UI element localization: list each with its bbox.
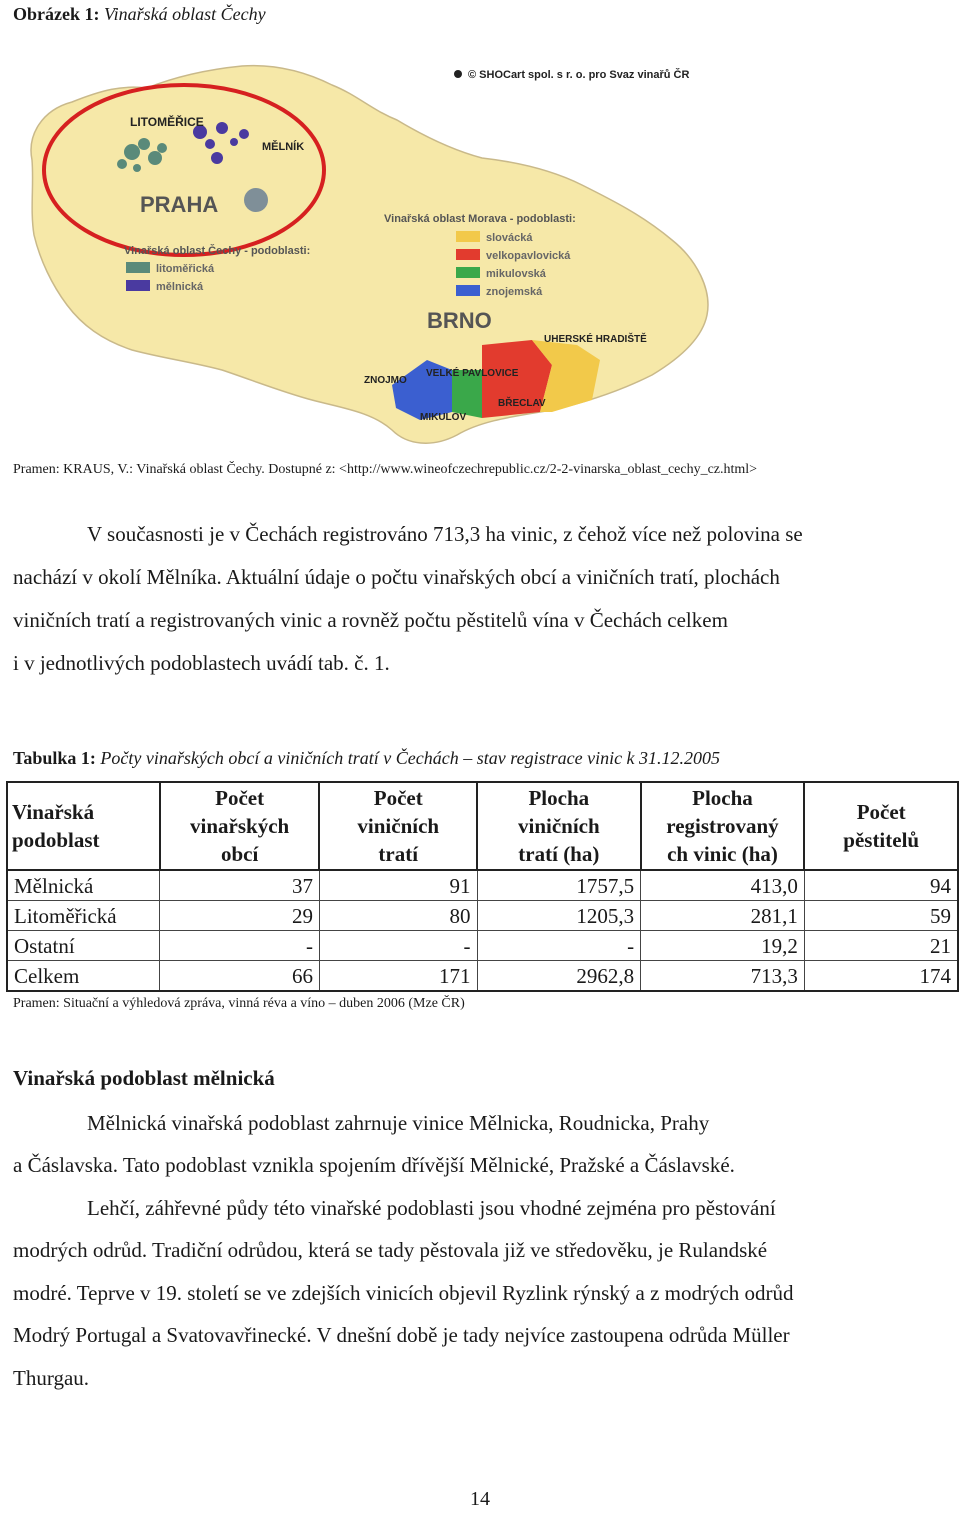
table-cell: 59 [804, 901, 958, 931]
table-row [7, 870, 958, 901]
table-cell: Litoměřická [7, 901, 160, 931]
map-copyright: © SHOCart spol. s r. o. pro Svaz vinařů ČR [468, 69, 690, 81]
table-caption: Počty vinařských obcí a viničních tratí v Čechách – stav registrace vinic k 31.12.2005 [100, 748, 721, 768]
section-p2-line-2: modrých odrůd. Tradiční odrůdou, která se tady pěstovala již ve středověku, je Rulandské [13, 1238, 768, 1262]
table-header-row [7, 782, 958, 870]
figure-title [13, 4, 266, 25]
table-cell: 2962,8 [477, 961, 641, 992]
legend-swatch [456, 267, 480, 278]
section-title: Vinařská podoblast mělnická [13, 1066, 275, 1090]
legend-item: litoměřická [156, 263, 215, 275]
table-row [7, 931, 958, 961]
table-row [7, 961, 958, 992]
legend-item: znojemská [486, 286, 543, 298]
table-cell: 174 [804, 961, 958, 992]
city-label: PRAHA [140, 192, 219, 217]
legend-swatch [126, 280, 150, 291]
header-cell: Plocha registrovaný ch vinic (ha) [641, 782, 805, 870]
header-cell: Počet pěstitelů [804, 782, 958, 870]
intro-line-3: viničních tratí a registrovaných vinic a rovněž počtu pěstitelů vína v Čechách celkem [13, 608, 728, 632]
intro-line-2: nachází v okolí Mělníka. Aktuální údaje o počtu vinařských obcí a viničních tratí, plochách [13, 565, 780, 589]
table-title [13, 748, 720, 769]
figure-source: Pramen: KRAUS, V.: Vinařská oblast Čechy. Dostupné z: <http://www.wineofczechrepublic.cz/2-2-vinarska_oblast_cechy_cz.html> [13, 462, 758, 477]
table-cell: 37 [160, 870, 320, 901]
city-label: MIKULOV [420, 412, 467, 423]
table-cell: 29 [160, 901, 320, 931]
table-cell: Mělnická [7, 870, 160, 901]
legend-item: slovácká [486, 232, 533, 244]
section-p1-line-1: Mělnická vinařská podoblast zahrnuje vinice Mělnicka, Roudnicka, Prahy [87, 1111, 710, 1135]
intro-line-4: i v jednotlivých podoblastech uvádí tab. č. 1. [13, 651, 390, 675]
table-cell: 281,1 [641, 901, 805, 931]
table-cell: 91 [319, 870, 477, 901]
header-cell: Plocha viničních tratí (ha) [477, 782, 641, 870]
city-label: UHERSKÉ HRADIŠTĚ [544, 334, 647, 345]
legend-swatch [126, 262, 150, 273]
city-label: BŘECLAV [498, 398, 546, 409]
page-number: 14 [470, 1488, 490, 1510]
legend-cechy-title: Vinařská oblast Čechy - podoblasti: [124, 245, 311, 257]
table-cell: 21 [804, 931, 958, 961]
table-label: Tabulka 1: [13, 748, 96, 768]
table-cell: 94 [804, 870, 958, 901]
vineyard-table [6, 781, 959, 992]
header-cell: Počet vinařských obcí [160, 782, 320, 870]
figure-caption: Vinařská oblast Čechy [103, 4, 266, 24]
table-cell: Ostatní [7, 931, 160, 961]
table-row [7, 901, 958, 931]
city-label: LITOMĚŘICE [130, 115, 204, 129]
table-cell: 413,0 [641, 870, 805, 901]
intro-line-1: V současnosti je v Čechách registrováno 713,3 ha vinic, z čehož více než polovina se [87, 522, 803, 546]
legend-item: velkopavlovická [486, 250, 571, 262]
legend-swatch [456, 249, 480, 260]
legend-swatch [456, 285, 480, 296]
city-label: VELKÉ PAVLOVICE [426, 368, 519, 379]
table-cell: 713,3 [641, 961, 805, 992]
legend-swatch [456, 231, 480, 242]
header-cell: Počet viničních tratí [319, 782, 477, 870]
section-p2-line-5: Thurgau. [13, 1366, 90, 1390]
table-source: Pramen: Situační a výhledová zpráva, vinná réva a víno – duben 2006 (Mze ČR) [13, 996, 465, 1011]
table-cell: 66 [160, 961, 320, 992]
city-label: BRNO [427, 308, 492, 333]
table-cell: 19,2 [641, 931, 805, 961]
table-cell: 80 [319, 901, 477, 931]
city-label: ZNOJMO [364, 375, 407, 386]
legend-item: mělnická [156, 281, 204, 293]
section-p2-line-1: Lehčí, záhřevné půdy této vinařské podoblasti jsou vhodné zejména pro pěstování [87, 1196, 776, 1220]
wine-region-map [12, 40, 716, 450]
legend-item: mikulovská [486, 268, 546, 280]
table-cell: - [319, 931, 477, 961]
figure-label: Obrázek 1: [13, 4, 100, 24]
table-cell: 1757,5 [477, 870, 641, 901]
table-cell: 171 [319, 961, 477, 992]
table-cell: Celkem [7, 961, 160, 992]
section-p2-line-3: modré. Teprve v 19. století se ve zdejších vinicích objevil Ryzlink rýnský a z modrých odrůd [13, 1281, 794, 1305]
table-cell: 1205,3 [477, 901, 641, 931]
legend-morava-title: Vinařská oblast Morava - podoblasti: [384, 213, 576, 225]
city-label: MĚLNÍK [262, 141, 305, 153]
section-p2-line-4: Modrý Portugal a Svatovavřinecké. V dnešní době je tady nejvíce zastoupena odrůda Müller [13, 1323, 790, 1347]
table-cell: - [160, 931, 320, 961]
header-cell: Vinařská podoblast [7, 782, 160, 870]
section-p1-line-2: a Čáslavska. Tato podoblast vznikla spojením dřívější Mělnické, Pražské a Čáslavské. [13, 1153, 735, 1177]
table-cell: - [477, 931, 641, 961]
